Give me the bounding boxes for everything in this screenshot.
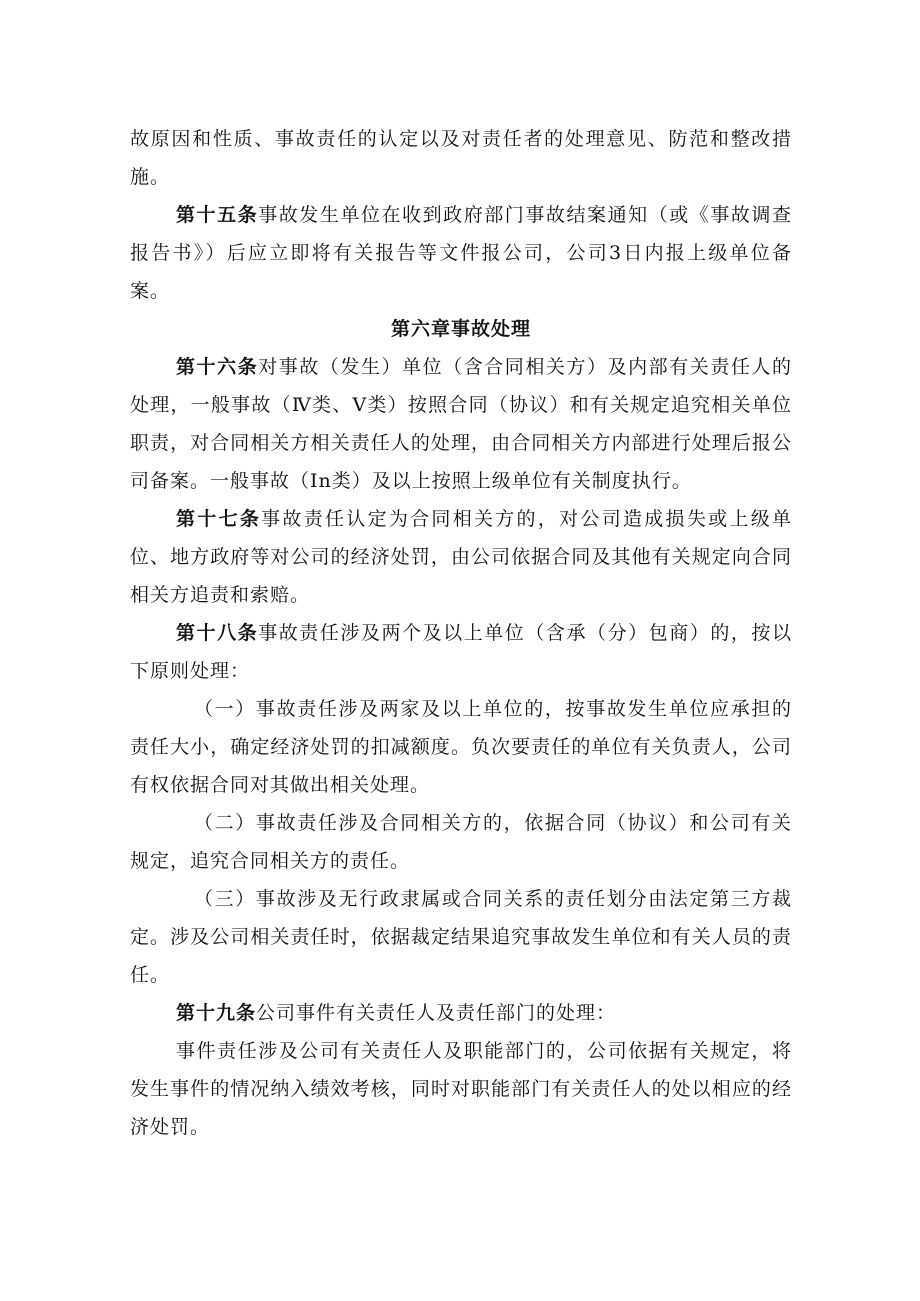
article-label: 第十九条 xyxy=(176,1002,257,1024)
article-text: 事故发生单位在收到政府部门事故结案通知（或《事故调查报告书》）后应立即将有关报告等文件报公司，公司3日内报上级单位备案。 xyxy=(130,204,792,302)
article-18 xyxy=(130,614,792,690)
article-label: 第十八条 xyxy=(176,622,259,644)
article-label: 第十五条 xyxy=(176,204,259,226)
paragraph-continuation xyxy=(130,120,792,196)
article-17 xyxy=(130,500,792,614)
sub-item-3: （三）事故涉及无行政隶属或合同关系的责任划分由法定第三方裁定。涉及公司相关责任时，依据裁定结果追究事故发生单位和有关人员的责任。 xyxy=(130,888,792,986)
article-label: 第十六条 xyxy=(176,356,259,378)
article-text: 事故责任涉及两个及以上单位（含承（分）包商）的，按以下原则处理： xyxy=(130,622,792,682)
article-text: 事故责任认定为合同相关方的，对公司造成损失或上级单位、地方政府等对公司的经济处罚，由公司依据合同及其他有关规定向合同相关方追责和索赔。 xyxy=(130,508,792,606)
article-text: 对事故（发生）单位（含合同相关方）及内部有关责任人的处理，一般事故（Ⅳ类、Ⅴ类）按照合同（协议）和有关规定追究相关单位职责，对合同相关方相关责任人的处理，由合同相关方内部进行处理后报公司备案。一般事故（In类）及以上按照上级单位有关制度执行。 xyxy=(130,356,792,492)
paragraph-event-responsibility: 事件责任涉及公司有关责任人及职能部门的，公司依据有关规定，将发生事件的情况纳入绩效考核，同时对职能部门有关责任人的处以相应的经济处罚。 xyxy=(130,1040,792,1138)
sub-item-1: （一）事故责任涉及两家及以上单位的，按事故发生单位应承担的责任大小，确定经济处罚的扣减额度。负次要责任的单位有关负责人，公司有权依据合同对其做出相关处理。 xyxy=(130,698,792,796)
article-19 xyxy=(130,994,792,1032)
paragraph-text: 故原因和性质、事故责任的认定以及对责任者的处理意见、防范和整改措施。 xyxy=(130,128,792,188)
document-page xyxy=(130,120,792,1146)
sub-item-2: （二）事故责任涉及合同相关方的，依据合同（协议）和公司有关规定，追究合同相关方的责任。 xyxy=(130,812,792,872)
article-16 xyxy=(130,348,792,500)
article-text: 公司事件有关责任人及责任部门的处理： xyxy=(256,1002,617,1024)
article-15 xyxy=(130,196,792,310)
article-label: 第十七条 xyxy=(176,508,262,530)
chapter-heading: 第六章事故处理 xyxy=(390,318,531,340)
